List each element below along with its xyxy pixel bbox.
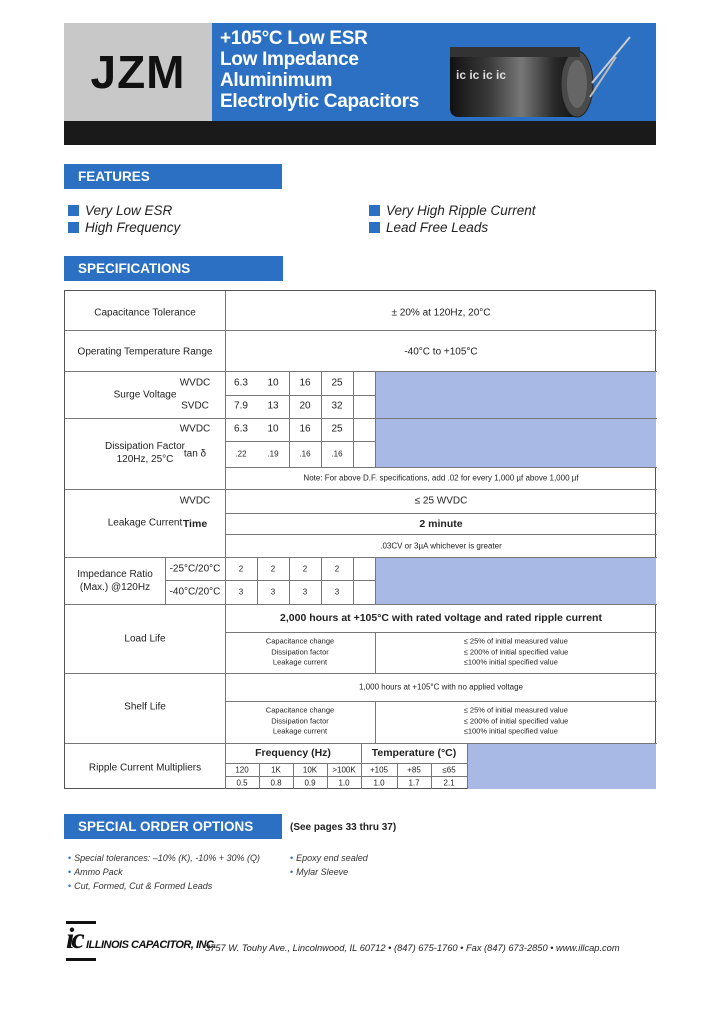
row-label-leakage: Leakage Current <box>107 517 183 529</box>
leakage-formula: .03CV or 3µA whichever is greater <box>380 541 502 551</box>
header-title-panel <box>212 23 656 121</box>
impedance-row-label: -40°C/20°C <box>169 586 221 598</box>
bullet-square-icon <box>369 205 380 216</box>
ripple-frequency-cell: 10K <box>302 765 318 775</box>
option-item: • Special tolerances: –10% (K), -10% + 30% (Q) <box>68 853 260 863</box>
product-title <box>220 28 419 112</box>
ripple-frequency-heading: Frequency (Hz) <box>255 747 331 759</box>
capacitor-photo <box>442 33 642 119</box>
surge-svdc-cell: 32 <box>331 400 343 412</box>
ripple-multiplier-cell: 1.0 <box>338 778 350 788</box>
row-label-surge: Surge Voltage <box>113 389 177 401</box>
company-contact: 3757 W. Touhy Ave., Lincolnwood, IL 60712 • (847) 675-1760 • Fax (847) 673-2850 • www.illcap.com <box>205 943 620 953</box>
load-life-items: Capacitance change Dissipation factor Leakage current <box>265 636 335 667</box>
df-wvdc-cell: 6.3 <box>234 423 248 435</box>
row-label-load-life: Load Life <box>124 633 166 645</box>
header <box>64 23 656 145</box>
footer <box>64 915 656 967</box>
special-order-heading: SPECIAL ORDER OPTIONS <box>64 814 282 839</box>
shelf-life-limits: ≤ 25% of initial measured value ≤ 200% of initial specified value ≤100% initial specified value <box>463 705 569 736</box>
load-life-condition: 2,000 hours at +105°C with rated voltage and rated ripple current <box>280 612 602 624</box>
surge-wvdc-cell: 6.3 <box>234 377 248 389</box>
row-label-impedance: Impedance Ratio (Max.) @120Hz <box>77 569 153 593</box>
ripple-temperature-cell: +85 <box>407 765 421 775</box>
bullet-square-icon <box>68 205 79 216</box>
impedance-cell: 2 <box>270 564 276 574</box>
option-item: • Mylar Sleeve <box>290 867 349 877</box>
option-item: • Cut, Formed, Cut & Formed Leads <box>68 881 213 891</box>
bullet-square-icon <box>369 222 380 233</box>
surge-svdc-cell: 7.9 <box>234 400 248 412</box>
load-life-limits: ≤ 25% of initial measured value ≤ 200% of initial specified value ≤100% initial specified value <box>463 636 569 667</box>
ripple-frequency-cell: 120 <box>235 765 249 775</box>
feature-item: High Frequency <box>68 220 180 235</box>
leakage-wvdc-value: ≤ 25 WVDC <box>414 495 468 507</box>
blank-cell <box>375 557 656 604</box>
feature-item: Lead Free Leads <box>369 220 488 235</box>
surge-wvdc-label: WVDC <box>179 377 211 389</box>
title-line: +105°C Low ESR <box>220 28 368 49</box>
impedance-cell: 3 <box>302 587 308 597</box>
df-tan-label: tan δ <box>183 448 207 460</box>
logo-letters: ic <box>66 922 82 955</box>
leakage-time-value: 2 minute <box>419 518 463 530</box>
ripple-frequency-cell: >100K <box>332 765 356 775</box>
svg-text:ic ic ic ic: ic ic ic ic <box>456 68 507 82</box>
header-black-band <box>64 121 656 145</box>
ripple-multiplier-cell: 1.0 <box>373 778 385 788</box>
leakage-time-label: Time <box>182 518 208 530</box>
ripple-multiplier-cell: 2.1 <box>443 778 455 788</box>
impedance-cell: 2 <box>334 564 340 574</box>
surge-wvdc-cell: 16 <box>299 377 311 389</box>
feature-item: Very High Ripple Current <box>369 203 536 218</box>
impedance-cell: 2 <box>238 564 244 574</box>
row-label-capacitance: Capacitance Tolerance <box>94 307 196 319</box>
ripple-multiplier-cell: 0.8 <box>270 778 282 788</box>
ripple-multiplier-cell: 1.7 <box>408 778 420 788</box>
bullet-square-icon <box>68 222 79 233</box>
df-wvdc-label: WVDC <box>179 423 211 435</box>
row-label-ripple: Ripple Current Multipliers <box>88 762 202 774</box>
df-note: Note: For above D.F. specifications, add .02 for every 1,000 µf above 1,000 µf <box>303 473 579 483</box>
feature-item: Very Low ESR <box>68 203 172 218</box>
blank-cell <box>375 372 656 468</box>
row-label-shelf-life: Shelf Life <box>124 701 166 713</box>
df-tan-cell: .16 <box>331 449 343 459</box>
df-wvdc-cell: 25 <box>331 423 343 435</box>
specifications-heading: SPECIFICATIONS <box>64 256 283 281</box>
df-wvdc-cell: 16 <box>299 423 311 435</box>
surge-svdc-cell: 13 <box>267 400 279 412</box>
leakage-wvdc-label: WVDC <box>179 495 211 507</box>
impedance-cell: 3 <box>238 587 244 597</box>
df-tan-cell: .22 <box>235 449 247 459</box>
impedance-cell: 3 <box>334 587 340 597</box>
ripple-temperature-heading: Temperature (°C) <box>371 747 457 759</box>
option-item: • Ammo Pack <box>68 867 123 877</box>
df-wvdc-cell: 10 <box>267 423 279 435</box>
df-tan-cell: .16 <box>299 449 311 459</box>
title-line: Electrolytic Capacitors <box>220 91 420 112</box>
temperature-value: -40°C to +105°C <box>404 346 478 358</box>
impedance-cell: 3 <box>270 587 276 597</box>
company-name: ILLINOIS CAPACITOR, INC. <box>86 939 216 951</box>
ripple-temperature-cell: ≤65 <box>442 765 456 775</box>
title-line: Low Impedance <box>220 49 359 70</box>
features-heading: FEATURES <box>64 164 282 189</box>
shelf-life-items: Capacitance change Dissipation factor Leakage current <box>265 705 335 736</box>
shelf-life-condition: 1,000 hours at +105°C with no applied voltage <box>359 682 523 692</box>
option-item: • Epoxy end sealed <box>290 853 368 863</box>
surge-svdc-label: SVDC <box>181 400 209 412</box>
impedance-cell: 2 <box>302 564 308 574</box>
ripple-frequency-cell: 1K <box>271 765 281 775</box>
ripple-temperature-cell: +105 <box>369 765 389 775</box>
row-label-dissipation: Dissipation Factor 120Hz, 25°C <box>104 441 186 465</box>
ripple-multiplier-cell: 0.9 <box>304 778 316 788</box>
capacitance-value: ± 20% at 120Hz, 20°C <box>391 307 491 319</box>
see-pages-note: (See pages 33 thru 37) <box>290 822 397 833</box>
specifications-table <box>64 290 656 789</box>
ripple-multiplier-cell: 0.5 <box>236 778 248 788</box>
df-tan-cell: .19 <box>267 449 279 459</box>
blank-cell <box>467 743 656 789</box>
row-label-temperature: Operating Temperature Range <box>77 346 213 358</box>
surge-wvdc-cell: 10 <box>267 377 279 389</box>
impedance-row-label: -25°C/20°C <box>169 563 221 575</box>
surge-wvdc-cell: 25 <box>331 377 343 389</box>
title-line: Aluminimum <box>220 70 333 91</box>
surge-svdc-cell: 20 <box>299 400 311 412</box>
product-code: JZM <box>90 46 186 98</box>
